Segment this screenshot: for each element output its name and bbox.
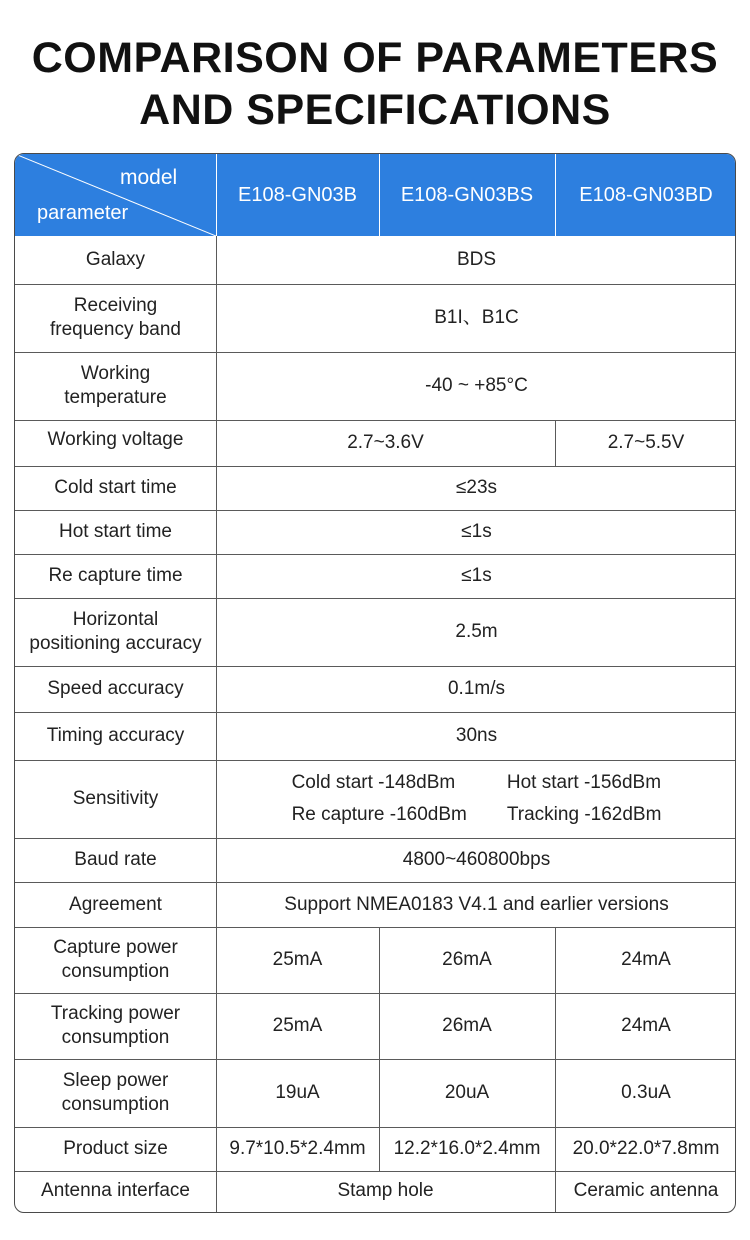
label-line: consumption: [61, 961, 170, 982]
sensitivity-cold: Cold start -148dBm: [291, 772, 456, 793]
product-size-gn03b: 9.7*10.5*2.4mm: [229, 1138, 366, 1159]
sensitivity-recapture: Re capture -160dBm: [291, 804, 467, 825]
page-title: [0, 32, 750, 136]
label-line: consumption: [61, 1094, 170, 1115]
row-value-antenna-b-bs: Stamp hole: [337, 1180, 434, 1201]
capture-power-gn03bd: 24mA: [621, 949, 671, 970]
tracking-power-gn03bd: 24mA: [621, 1015, 671, 1036]
row-value-agreement: Support NMEA0183 V4.1 and earlier versions: [284, 893, 669, 915]
tracking-power-gn03b: 25mA: [272, 1015, 323, 1036]
model-header-gn03bd: E108-GN03BD: [579, 184, 713, 206]
label-line: Working: [80, 363, 151, 384]
row-value-horizontal-accuracy: 2.5m: [455, 621, 498, 642]
sleep-power-gn03bd: 0.3uA: [621, 1082, 671, 1103]
row-value-timing-accuracy: 30ns: [455, 725, 498, 746]
row-value-hot-start: ≤1s: [461, 521, 492, 542]
row-label-timing-accuracy: Timing accuracy: [46, 725, 185, 746]
label-line: frequency band: [50, 319, 181, 340]
label-line: Receiving: [73, 295, 158, 316]
row-label-speed-accuracy: Speed accuracy: [47, 678, 184, 699]
sensitivity-hot: Hot start -156dBm: [506, 772, 662, 793]
product-size-gn03bs: 12.2*16.0*2.4mm: [393, 1138, 541, 1159]
row-label-tracking-power: [15, 993, 216, 1059]
row-value-voltage-b-bs: 2.7~3.6V: [347, 432, 424, 453]
row-label-recapture: Re capture time: [48, 565, 183, 586]
spec-table: [14, 153, 736, 1213]
row-label-frequency-band: [15, 284, 216, 352]
row-value-frequency-band: B1I、B1C: [434, 307, 519, 328]
capture-power-gn03bs: 26mA: [442, 949, 492, 970]
label-line: Tracking power: [50, 1003, 181, 1024]
row-value-voltage-bd: 2.7~5.5V: [607, 432, 685, 453]
sleep-power-gn03bs: 20uA: [444, 1082, 490, 1103]
product-size-gn03bd: 20.0*22.0*7.8mm: [572, 1138, 720, 1159]
row-label-galaxy: Galaxy: [85, 249, 146, 270]
row-label-baud-rate: Baud rate: [74, 849, 157, 870]
row-value-recapture: ≤1s: [461, 565, 492, 586]
corner-model-label: model: [120, 166, 178, 189]
row-label-working-voltage: Working voltage: [47, 429, 184, 450]
row-label-cold-start: Cold start time: [54, 477, 177, 498]
label-line: temperature: [64, 387, 167, 408]
label-line: consumption: [61, 1027, 170, 1048]
page-title-line1: COMPARISON OF PARAMETERS: [31, 34, 719, 82]
corner-parameter-label: parameter: [37, 202, 129, 224]
label-line: Sleep power: [62, 1070, 169, 1091]
capture-power-gn03b: 25mA: [272, 949, 323, 970]
label-line: positioning accuracy: [29, 633, 202, 654]
row-value-speed-accuracy: 0.1m/s: [447, 678, 506, 699]
row-label-horizontal-accuracy: [15, 598, 216, 666]
row-value-working-temperature: -40 ~ +85°C: [425, 375, 528, 396]
model-header-gn03b: E108-GN03B: [238, 184, 357, 206]
row-value-antenna-bd: Ceramic antenna: [573, 1180, 719, 1201]
row-label-product-size: Product size: [63, 1138, 168, 1159]
model-header-gn03bs: E108-GN03BS: [400, 184, 534, 206]
row-label-antenna: Antenna interface: [41, 1180, 190, 1201]
row-label-sleep-power: [15, 1059, 216, 1127]
sleep-power-gn03b: 19uA: [275, 1082, 320, 1103]
row-value-baud-rate: 4800~460800bps: [402, 849, 551, 870]
row-label-working-temperature: [15, 352, 216, 420]
row-label-sensitivity: Sensitivity: [72, 788, 159, 809]
row-value-sensitivity: [216, 760, 736, 838]
row-label-hot-start: Hot start time: [59, 521, 172, 542]
row-value-galaxy: BDS: [456, 249, 497, 270]
label-line: Horizontal: [72, 609, 159, 630]
sensitivity-tracking: Tracking -162dBm: [506, 804, 662, 825]
row-label-capture-power: [15, 927, 216, 993]
row-value-cold-start: ≤23s: [455, 477, 498, 498]
label-line: Capture power: [53, 937, 178, 958]
tracking-power-gn03bs: 26mA: [442, 1015, 492, 1036]
row-label-agreement: Agreement: [69, 893, 162, 915]
page-title-line2: AND SPECIFICATIONS: [139, 86, 611, 134]
table-header: [15, 154, 736, 236]
